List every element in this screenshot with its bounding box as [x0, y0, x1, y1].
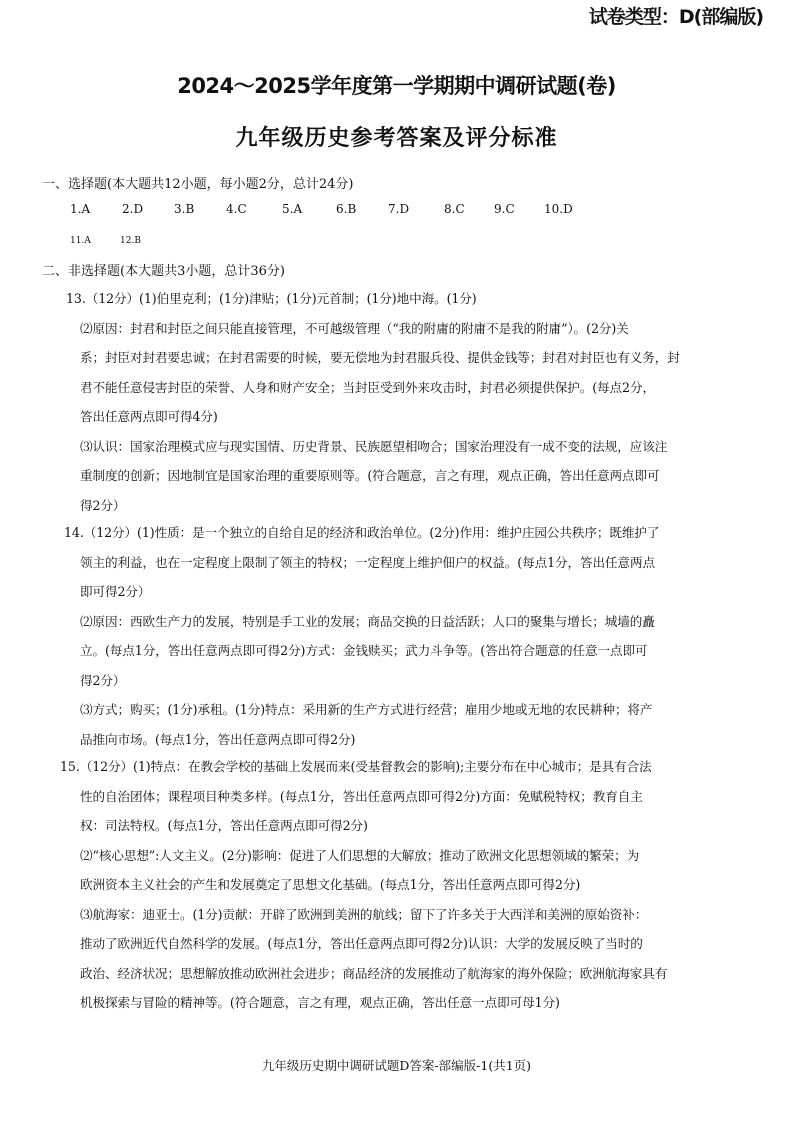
answer-item: 5.A — [282, 202, 303, 216]
question-15 — [60, 752, 770, 1018]
answer-item: 11.A — [70, 236, 91, 246]
section2-heading: 二、非选择题(本大题共3小题，总计36分) — [42, 264, 285, 279]
document-subtitle: 九年级历史参考答案及评分标准 — [235, 126, 558, 151]
answer-line: 重制度的创新；因地制宜是国家治理的重要原则等。(符合题意，言之有理，观点正确，答出任意两点即可 — [80, 468, 660, 483]
answer-line: ⑶认识：国家治理模式应与现实国情、历史背景、民族愿望相吻合；国家治理没有一成不变的法规，应该注 — [80, 438, 668, 454]
answer-line: 13.（12分）(1)伯里克利；(1分)津贴；(1分)元首制；(1分)地中海。(1分) — [66, 291, 477, 306]
answer-line: 14.（12分）(1)性质：是一个独立的自给自足的经济和政治单位。(2分)作用：维护庄园公共秩序；既维护了 — [64, 525, 660, 540]
answer-item: 2.D — [122, 202, 144, 216]
answer-line: 推动了欧洲近代自然科学的发展。(每点1分，答出任意两点即可得2分)认识：大学的发展反映了当时的 — [80, 936, 643, 951]
answer-line: 即可得2分） — [80, 584, 151, 599]
answer-line: 15.（12分）(1)特点：在教会学校的基础上发展而来(受基督教会的影响);主要分布在中心城市；是具有合法 — [60, 759, 652, 774]
answer-line: 品推向市场。(每点1分，答出任意两点即可得2分) — [80, 731, 356, 747]
answer-line: ⑶航海家：迪亚士。(1分)贡献：开辟了欧洲到美洲的航线；留下了许多关于大西洋和美洲的原始资补： — [80, 906, 648, 922]
question-13 — [66, 284, 766, 520]
answer-line: 机极探索与冒险的精神等。(符合题意，言之有理，观点正确，答出任意一点即可母1分) — [80, 995, 560, 1010]
answer-line: 欧洲资本主义社会的产生和发展奠定了思想文化基础。(每点1分，答出任意两点即可得2分) — [80, 877, 581, 892]
answer-item: 3.B — [174, 202, 195, 216]
answer-line: 政治、经济状况；思想解放推动欧洲社会进步；商品经济的发展推动了航海家的海外保险；欧洲航海家具有 — [80, 965, 668, 981]
answer-line: 立。(每点1分，答出任意两点即可得2分)方式：金钱赎买；武力斗争等。(答出符合题意的任意一点即可 — [80, 643, 648, 658]
answer-line: 系；封臣对封君要忠诚；在封君需要的时候，要无偿地为封君服兵役、提供金钱等；封君对封臣也有义务，封 — [80, 350, 680, 365]
answer-line: ⑵原因：封君和封臣之间只能直接管理，不可越级管理（“我的附庸的附庸不是我的附庸”）。(2分)关 — [80, 320, 629, 336]
answer-line: 领主的利益，也在一定程度上限制了领主的特权；一定程度上维护佃户的权益。(每点1分，答出任意两点 — [80, 554, 655, 570]
exam-type-badge: 试卷类型：D(部编版) — [588, 6, 763, 28]
answer-line: ⑵原因：西欧生产力的发展，特别是手工业的发展；商品交换的日益活跃；人口的聚集与增长；城墙的矗 — [80, 613, 655, 629]
answer-line: 得2分） — [80, 497, 126, 513]
answer-item: 4.C — [226, 202, 247, 216]
question-14 — [64, 518, 768, 754]
answer-item: 8.C — [444, 202, 465, 216]
answer-line: ⑵“核心思想”:人文主义。(2分)影响：促进了人们思想的大解放；推动了欧洲文化思想领域的繁荣；为 — [80, 847, 640, 863]
answer-item: 9.C — [494, 202, 515, 216]
section1-heading: 一、选择题(本大题共12小题，每小题2分，总计24分) — [42, 177, 354, 192]
answer-item: 6.B — [336, 202, 357, 216]
answer-line: 答出任意两点即可得4分) — [80, 409, 218, 424]
document-title: 2024～2025学年度第一学期期中调研试题(卷) — [177, 74, 616, 98]
answer-line: 君不能任意侵害封臣的荣誉、人身和财产安全；当封臣受到外来攻击时，封君必须提供保护。(每点2分， — [80, 379, 655, 395]
answer-item: 7.D — [388, 202, 410, 216]
answer-item: 10.D — [544, 202, 573, 216]
answer-line: 权：司法特权。(每点1分，答出任意两点即可得2分) — [80, 818, 368, 833]
answer-line: 得2分） — [80, 672, 126, 688]
answer-line: 性的自治团体；课程项目种类多样。(每点1分，答出任意两点即可得2分)方面：免赋税特权；教育自主 — [80, 788, 643, 804]
page-footer: 九年级历史期中调研试题D答案-部编版-1(共1页) — [261, 1058, 532, 1073]
answer-line: ⑶方式；购买；(1分)承租。(1分)特点：采用新的生产方式进行经营；雇用少地或无地的农民耕种；将产 — [80, 702, 653, 717]
answer-item: 12.B — [120, 236, 141, 246]
answer-item: 1.A — [70, 202, 91, 216]
